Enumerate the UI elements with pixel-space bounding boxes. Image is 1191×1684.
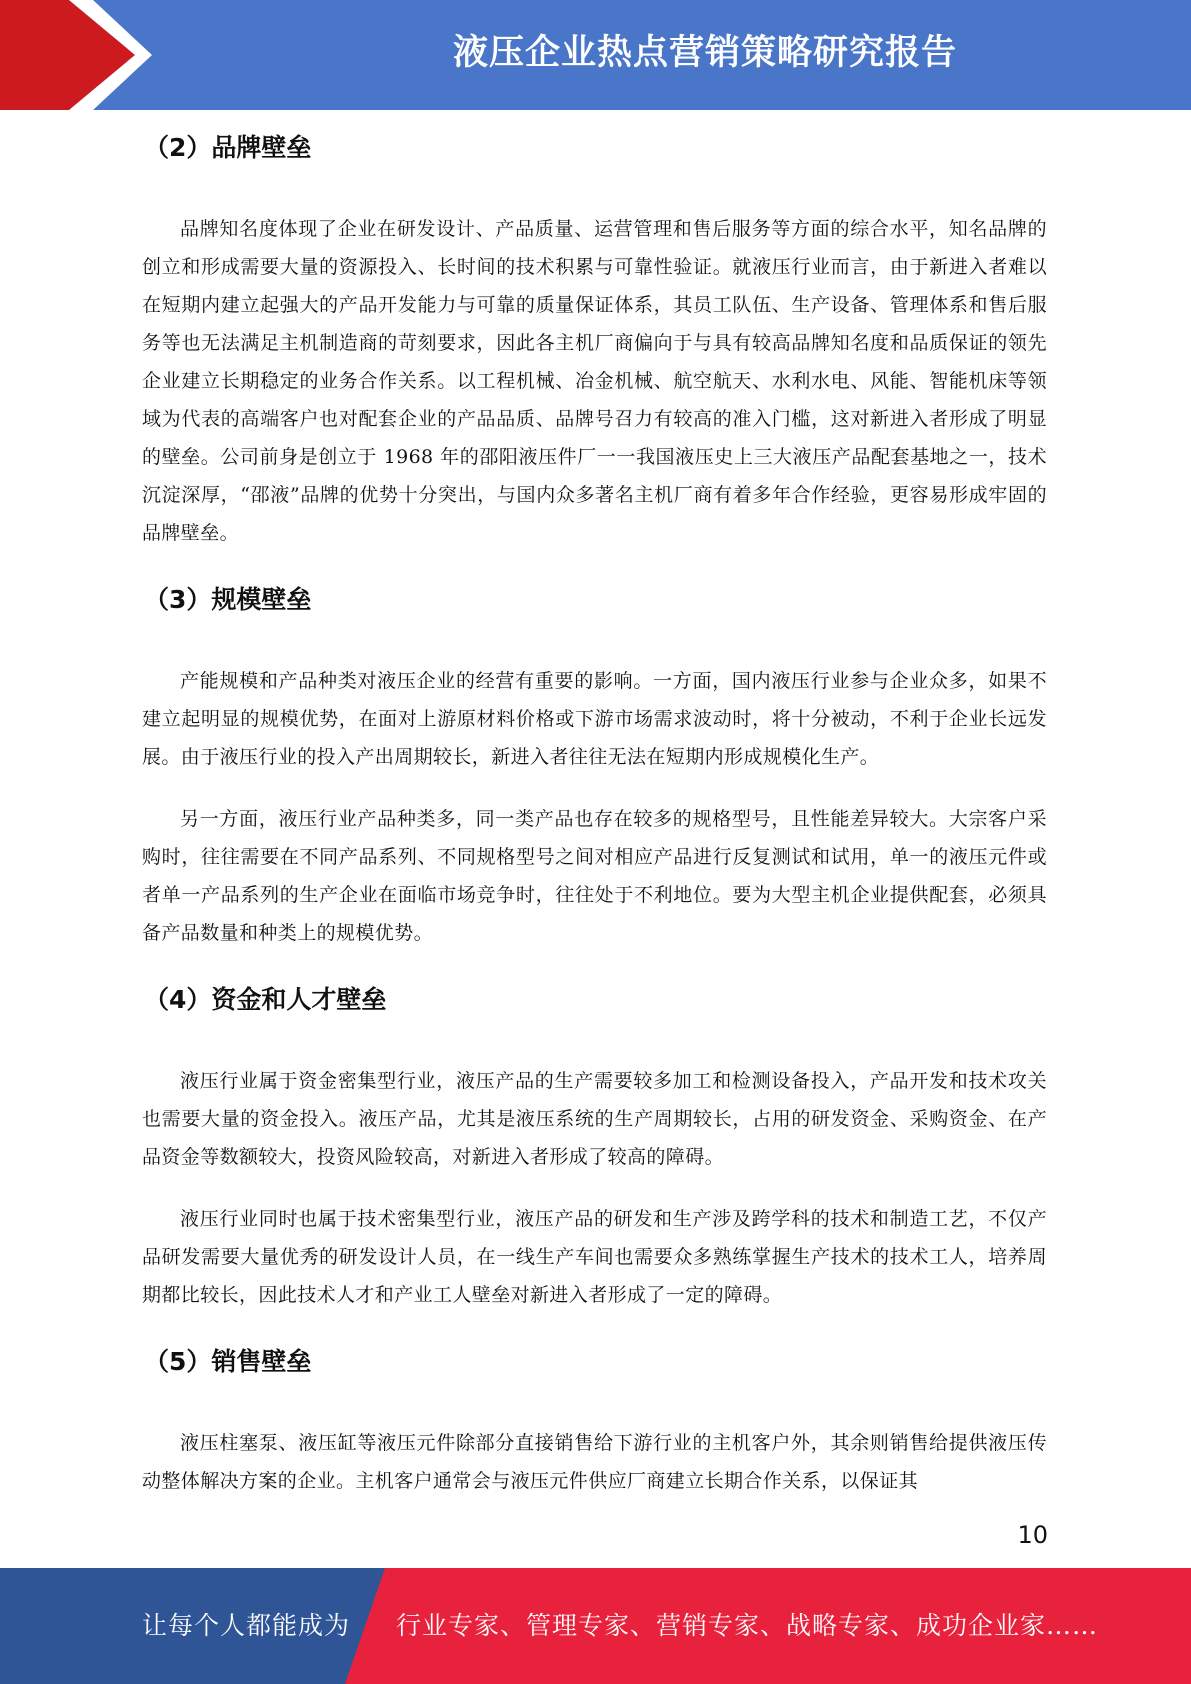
page-number: 10 xyxy=(1017,1521,1048,1549)
page-footer xyxy=(0,1568,1191,1684)
header-chevron-icon xyxy=(0,0,160,110)
paragraph-scale-barrier-2: 另一方面，液压行业产品种类多，同一类产品也存在较多的规格型号，且性能差异较大。大宗客户采购时，往往需要在不同产品系列、不同规格型号之间对相应产品进行反复测试和试用，单一的液压元件或者单一产品系列的生产企业在面临市场竞争时，往往处于不利地位。要为大型主机企业提供配套，必须具备产品数量和种类上的规模优势。 xyxy=(142,808,1047,944)
section-heading-brand-barrier: （2）品牌壁垒 xyxy=(144,133,312,162)
section-heading-sales-barrier: （5）销售壁垒 xyxy=(144,1347,312,1376)
footer-slogan-left: 让每个人都能成为 xyxy=(142,1611,351,1640)
paragraph-talent-barrier: 液压行业同时也属于技术密集型行业，液压产品的研发和生产涉及跨学科的技术和制造工艺，不仅产品研发需要大量优秀的研发设计人员，在一线生产车间也需要众多熟练掌握生产技术的技术工人，培养周期都比较长，因此技术人才和产业工人壁垒对新进入者形成了一定的障碍。 xyxy=(142,1208,1047,1306)
footer-slogan-right: 行业专家、管理专家、营销专家、战略专家、成功企业家…… xyxy=(396,1611,1099,1640)
paragraph-brand-barrier: 品牌知名度体现了企业在研发设计、产品质量、运营管理和售后服务等方面的综合水平，知名品牌的创立和形成需要大量的资源投入、长时间的技术积累与可靠性验证。就液压行业而言，由于新进入者难以在短期内建立起强大的产品开发能力与可靠的质量保证体系，其员工队伍、生产设备、管理体系和售后服务等也无法满足主机制造商的苛刻要求，因此各主机厂商偏向于与具有较高品牌知名度和品质保证的领先企业建立长期稳定的业务合作关系。以工程机械、冶金机械、航空航天、水利水电、风能、智能机床等领域为代表的高端客户也对配套企业的产品品质、品牌号召力有较高的准入门槛，这对新进入者形成了明显的壁垒。公司前身是创立于 1968 年的邵阳液压件厂一一我国液压史上三大液压产品配套基地之一，技术沉淀深厚，“邵液”品牌的优势十分突出，与国内众多著名主机厂商有着多年合作经验，更容易形成牢固的品牌壁垒。 xyxy=(142,218,1047,544)
paragraph-scale-barrier-1: 产能规模和产品种类对液压企业的经营有重要的影响。一方面，国内液压行业参与企业众多，如果不建立起明显的规模优势，在面对上游原材料价格或下游市场需求波动时，将十分被动，不利于企业长远发展。由于液压行业的投入产出周期较长，新进入者往往无法在短期内形成规模化生产。 xyxy=(142,670,1047,768)
paragraph-capital-barrier: 液压行业属于资金密集型行业，液压产品的生产需要较多加工和检测设备投入，产品开发和技术攻关也需要大量的资金投入。液压产品，尤其是液压系统的生产周期较长，占用的研发资金、采购资金、在产品资金等数额较大，投资风险较高，对新进入者形成了较高的障碍。 xyxy=(142,1070,1047,1168)
report-title: 液压企业热点营销策略研究报告 xyxy=(452,33,957,73)
section-heading-capital-talent-barrier: （4）资金和人才壁垒 xyxy=(144,985,387,1014)
paragraph-sales-barrier: 液压柱塞泵、液压缸等液压元件除部分直接销售给下游行业的主机客户外，其余则销售给提供液压传动整体解决方案的企业。主机客户通常会与液压元件供应厂商建立长期合作关系，以保证其 xyxy=(142,1432,1047,1492)
report-body xyxy=(142,110,1047,1500)
page-header xyxy=(0,0,1191,110)
section-heading-scale-barrier: （3）规模壁垒 xyxy=(144,585,312,614)
